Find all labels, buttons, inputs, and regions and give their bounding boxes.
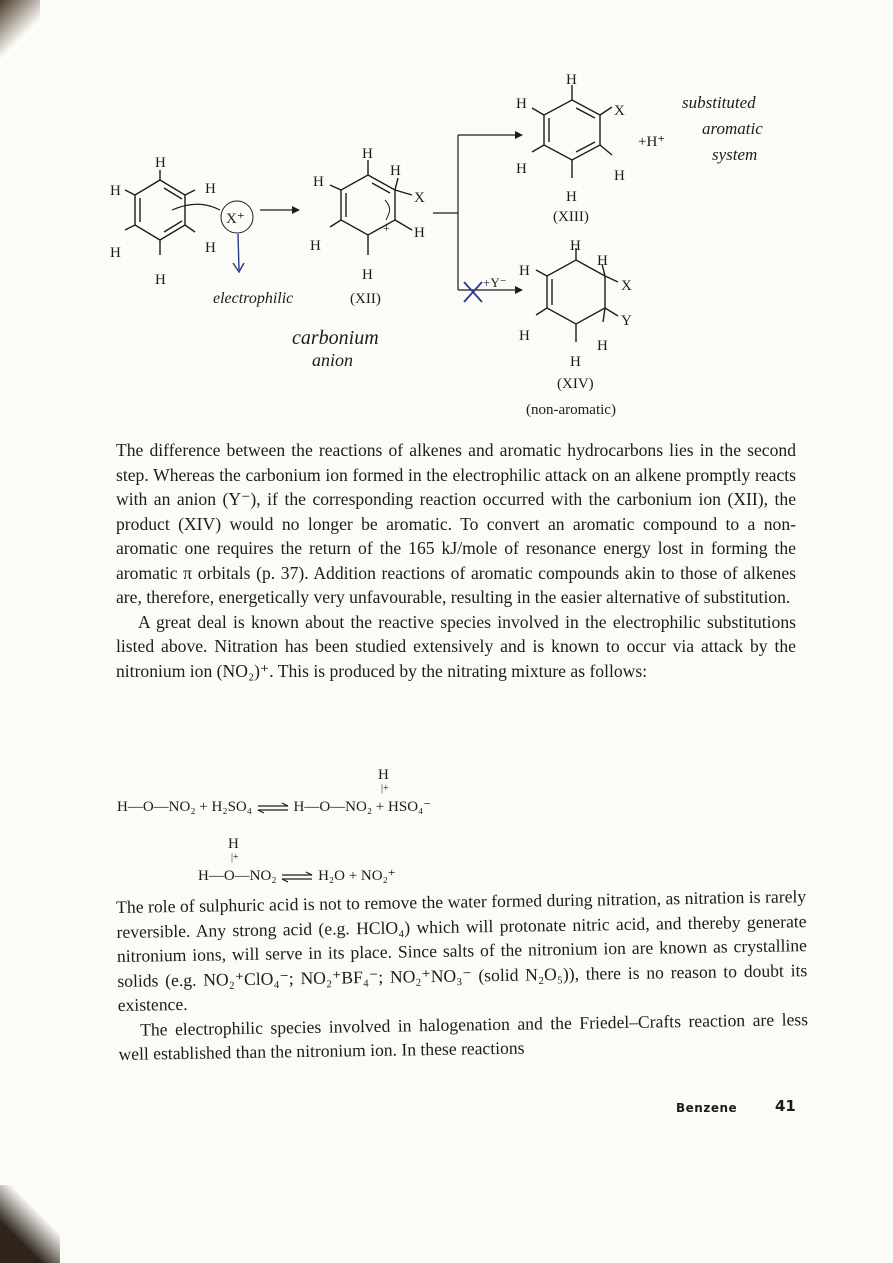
atom-label: H (519, 328, 530, 344)
equation-dissociation (198, 836, 396, 885)
atom-label: H (516, 96, 527, 112)
atom-label: H (597, 338, 608, 354)
atom-label: H (205, 240, 216, 256)
handwritten-substituted: substituted (682, 93, 756, 112)
atom-label: H (566, 72, 577, 88)
atom-label: X (614, 103, 625, 119)
atom-label: X (621, 278, 632, 294)
protonated-h: H (378, 767, 389, 783)
h-bond: |+ (381, 783, 389, 794)
equation-right: H₂O + NO₂⁺ (318, 868, 396, 884)
h-bond: |+ (231, 852, 239, 863)
substituted-benzene-molecule (532, 85, 612, 178)
atom-label: H (516, 161, 527, 177)
protonated-h: H (228, 836, 239, 852)
equilibrium-arrows (256, 802, 290, 814)
atom-label: H (570, 238, 581, 254)
proton-label: +H⁺ (638, 134, 666, 150)
benzene-molecule (125, 170, 195, 255)
handwritten-system: system (712, 145, 758, 164)
running-footer-title: Benzene (676, 1101, 738, 1115)
reagent-label: +Y⁻ (483, 275, 507, 290)
atom-label: H (310, 238, 321, 254)
atom-label: H (110, 183, 121, 199)
compound-label: (XIII) (553, 209, 589, 225)
atom-label: H (597, 253, 608, 269)
electrophile: X⁺ (226, 211, 245, 227)
paragraph: The role of sulphuric acid is not to remove the water formed during nitration, as nitration is rarely reversible. Any strong acid (e.g. HClO₄) which will protonate nitric acid, and thereby generate nitronium ions, will serve in its place. Since salts of the nitronium ion are known as crystalline solids (e.g. NO₂⁺ClO₄⁻; NO₂⁺BF₄⁻; NO₂⁺NO₃⁻ (solid N₂O₅)), there is no reason to doubt its existence. (116, 886, 808, 1015)
atom-label: H (414, 225, 425, 241)
compound-note: (non-aromatic) (526, 402, 616, 418)
page-edge-shadow (0, 0, 40, 60)
atom-label: H (570, 354, 581, 370)
body-text-block-2 (116, 884, 809, 1066)
equation-protonation (117, 767, 432, 816)
atom-label: X (414, 190, 425, 206)
atom-label: H (614, 168, 625, 184)
atom-label: H (362, 146, 373, 162)
equation-left: H—O—NO₂ (198, 868, 277, 884)
atom-label: H (205, 181, 216, 197)
page-edge-shadow-bottom (0, 1185, 60, 1263)
atom-label: H (313, 174, 324, 190)
equilibrium-arrows (280, 871, 314, 883)
equation-left: H—O—NO₂ + H₂SO₄ (117, 799, 252, 815)
atom-label: H (155, 272, 166, 288)
atom-label: H (362, 267, 373, 283)
handwritten-aromatic: aromatic (702, 119, 763, 138)
compound-label: (XII) (350, 291, 381, 307)
compound-label: (XIV) (557, 376, 594, 392)
atom-label: H (390, 163, 401, 179)
handwritten-electrophilic: electrophilic (213, 290, 294, 307)
paragraph: A great deal is known about the reactive species involved in the electrophilic substitutions listed above. Nitration has been studied extensively and is known to occur via attack by the nitronium ion (NO₂)⁺. This is produced by the nitrating mixture as follows: (116, 611, 796, 681)
paragraph: The difference between the reactions of alkenes and aromatic hydrocarbons lies in the second step. Whereas the carbonium ion formed in the electrophilic attack on an alkene promptly reacts with an anion (Y⁻), if the corresponding reaction occurred with the carbonium ion (XII), the product (XIV) would no longer be aromatic. To convert an aromatic compound to a non-aromatic one requires the return of the 165 kJ/mole of resonance energy lost in forming the aromatic π orbitals (p. 37). Addition reactions of aromatic compounds akin to those of alkenes are, therefore, energetically very unfavourable, resulting in the easier alternative of substitution. (116, 440, 796, 607)
handwritten-anion: anion (312, 350, 354, 370)
handwritten-carbonium: carbonium (292, 327, 379, 349)
plus-charge: + (383, 221, 390, 235)
equation-right: H—O—NO₂ + HSO₄⁻ (293, 799, 432, 815)
body-text-block-1 (116, 438, 796, 683)
atom-label: H (110, 245, 121, 261)
atom-label: H (566, 189, 577, 205)
atom-label: H (155, 155, 166, 171)
page-number: 41 (775, 1097, 796, 1115)
atom-label: Y (621, 313, 632, 329)
paragraph: The electrophilic species involved in halogenation and the Friedel–Crafts reaction are less well established than the nitronium ion. In these reactions (118, 1008, 809, 1064)
reaction-scheme (100, 60, 860, 430)
atom-label: H (519, 263, 530, 279)
